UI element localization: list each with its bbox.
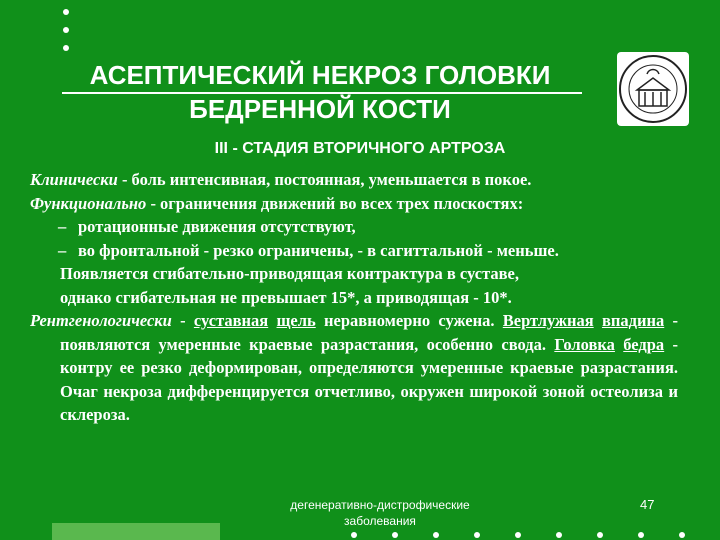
title-line-2: БЕДРЕННОЙ КОСТИ (189, 94, 451, 124)
radiology-label: Рентгенологически (30, 311, 172, 330)
footer-caption (270, 497, 490, 529)
radiology-term: суставная (193, 311, 269, 330)
radiology-text: - контру ее резко деформирован, определяются умеренные краевые разрастания. Очаг некроза дифференцируется отчетливо, окружен широкой зоной остеолиза и склероза. (60, 334, 679, 424)
decorative-box (52, 523, 220, 540)
bullet-dot (638, 532, 644, 538)
functional-paragraph (30, 192, 678, 216)
radiology-term: Вертлужная (502, 311, 594, 330)
radiology-text: - (171, 311, 194, 330)
bullet-dot (433, 532, 439, 538)
radiology-text: - появляются умеренные краевые разрастания, особенно свода. (60, 311, 679, 354)
radiology-term: бедра (623, 334, 665, 354)
stage-subtitle: III - СТАДИЯ ВТОРИЧНОГО АРТРОЗА (214, 140, 506, 157)
title-divider (62, 92, 582, 94)
functional-label: Функционально (30, 193, 147, 213)
contracture-line: однако сгибательная не превышает 15*, а приводящая - 10*. (60, 287, 512, 307)
bullet-dot (515, 532, 521, 538)
bullet-dot (679, 532, 685, 538)
bullet-dot (597, 532, 603, 538)
radiology-text (594, 311, 602, 330)
clinical-text: - боль интенсивная, постоянная, уменьшается в покое. (117, 170, 532, 189)
bullet-dot (351, 532, 357, 538)
footer-line-1: дегенеративно-дистрофические (290, 498, 470, 512)
dash-bullet: – (58, 217, 67, 236)
page-number: 47 (640, 497, 655, 512)
footer-line-2: заболевания (344, 514, 416, 528)
radiology-term: Головка (554, 334, 615, 354)
list-item (30, 215, 678, 239)
contracture-line: Появляется сгибательно-приводящая контрактура в суставе, (60, 264, 520, 283)
bullet-dot (474, 532, 480, 538)
university-emblem-icon (617, 52, 689, 126)
bullet-dot (556, 532, 562, 538)
bullet-text: ротационные движения отсутствуют, (78, 217, 356, 236)
radiology-term: впадина (601, 311, 665, 330)
slide-body (30, 168, 678, 427)
bullet-text: во фронтальной - резко ограничены, - в сагиттальной - меньше. (78, 240, 559, 260)
bullet-dot (63, 9, 69, 15)
radiology-paragraph (30, 309, 678, 427)
bullet-dot (63, 45, 69, 51)
radiology-term: щель (276, 311, 316, 330)
functional-text: - ограничения движений во всех трех плоскостях: (146, 193, 524, 213)
clinical-paragraph (30, 168, 678, 192)
list-item (30, 239, 678, 263)
dash-bullet: – (58, 240, 67, 260)
radiology-text (268, 311, 276, 330)
title-line-1: АСЕПТИЧЕСКИЙ НЕКРОЗ ГОЛОВКИ (89, 60, 551, 90)
radiology-text: неравномерно сужена. (315, 311, 503, 330)
bullet-dot (63, 27, 69, 33)
clinical-label: Клинически (30, 170, 118, 189)
bullet-dot (392, 532, 398, 538)
